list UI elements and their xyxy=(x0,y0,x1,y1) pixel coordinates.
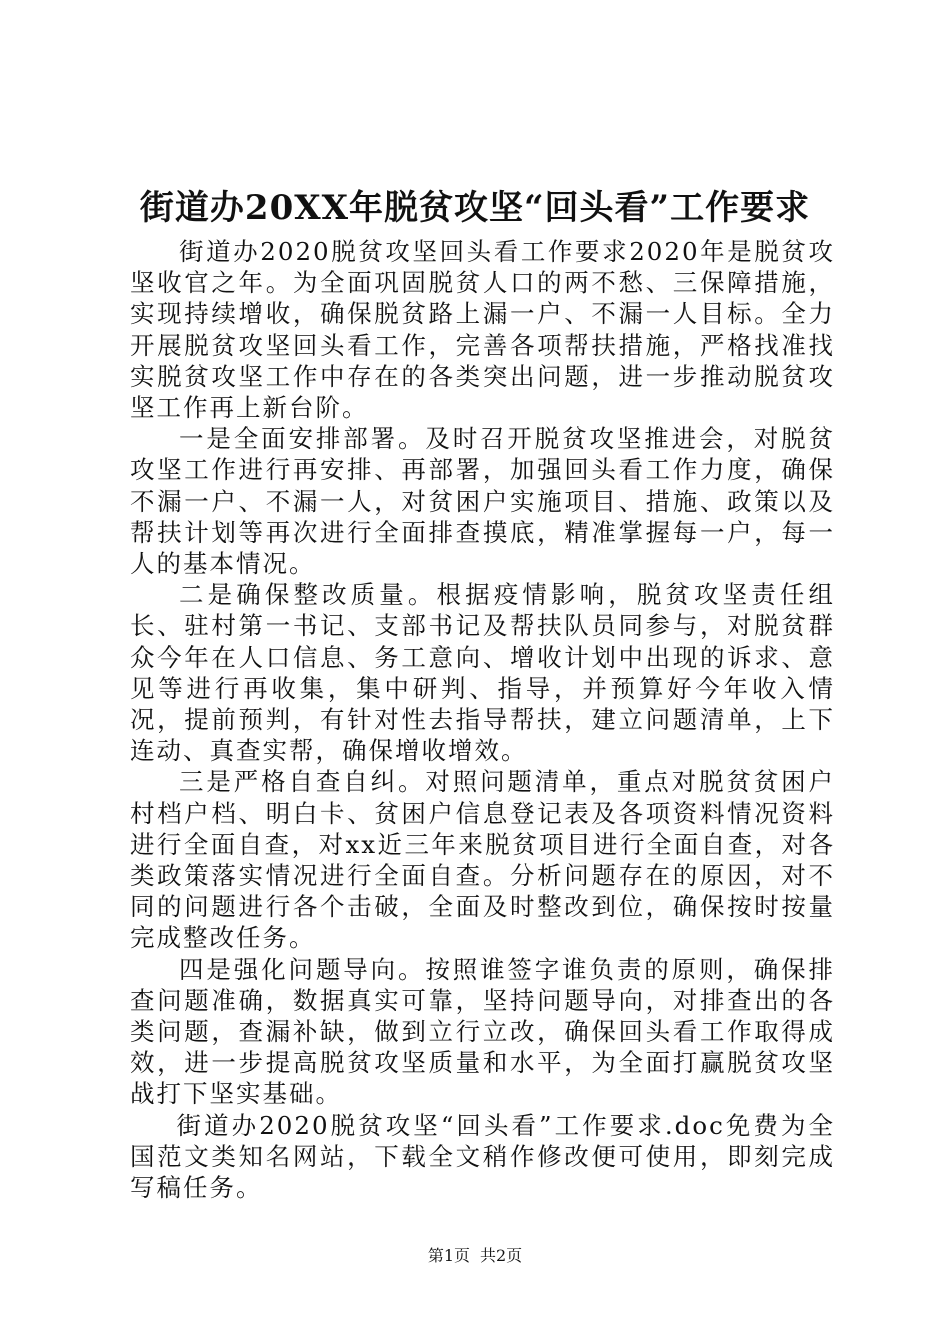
paragraph-two: 二是确保整改质量。根据疫情影响，脱贫攻坚责任组长、驻村第一书记、支部书记及帮扶队员同参与，对脱贫群众今年在人口信息、务工意向、增收计划中出现的诉求、意见等进行再收集，集中研判、指导，并预算好今年收入情况，提前预判，有针对性去指导帮扶，建立问题清单，上下连动、真查实帮，确保增收增效。 xyxy=(130,580,835,766)
page-number: 第1页 xyxy=(427,1246,470,1265)
document-body xyxy=(130,236,835,1203)
paragraph-three: 三是严格自查自纠。对照问题清单，重点对脱贫贫困户村档户档、明白卡、贫困户信息登记表及各项资料情况资料进行全面自查，对xx近三年来脱贫项目进行全面自查，对各类政策落实情况进行全面自查。分析问题存在的原因，对不同的问题进行各个击破，全面及时整改到位，确保按时按量完成整改任务。 xyxy=(130,767,835,953)
page-total: 共2页 xyxy=(480,1246,523,1265)
download-note: 街道办2020脱贫攻坚“回头看”工作要求.doc免费为全国范文类知名网站，下载全文稍作修改便可使用，即刻完成写稿任务。 xyxy=(130,1110,835,1203)
paragraph-one: 一是全面安排部署。及时召开脱贫攻坚推进会，对脱贫攻坚工作进行再安排、再部署，加强回头看工作力度，确保不漏一户、不漏一人，对贫困户实施项目、措施、政策以及帮扶计划等再次进行全面排查摸底，精准掌握每一户，每一人的基本情况。 xyxy=(130,424,835,579)
paragraph-intro: 街道办2020脱贫攻坚回头看工作要求2020年是脱贫攻坚收官之年。为全面巩固脱贫人口的两不愁、三保障措施，实现持续增收，确保脱贫路上漏一户、不漏一人目标。全力开展脱贫攻坚回头看工作，完善各项帮扶措施，严格找准找实脱贫攻坚工作中存在的各类突出问题，进一步推动脱贫攻坚工作再上新台阶。 xyxy=(130,237,835,423)
document-title: 街道办20XX年脱贫攻坚“回头看”工作要求 xyxy=(139,188,811,228)
page-footer xyxy=(0,1244,950,1268)
paragraph-four: 四是强化问题导向。按照谁签字谁负责的原则，确保排查问题准确，数据真实可靠，坚持问题导向，对排查出的各类问题，查漏补缺，做到立行立改，确保回头看工作取得成效，进一步提高脱贫攻坚质量和水平，为全面打赢脱贫攻坚战打下坚实基础。 xyxy=(130,954,835,1109)
